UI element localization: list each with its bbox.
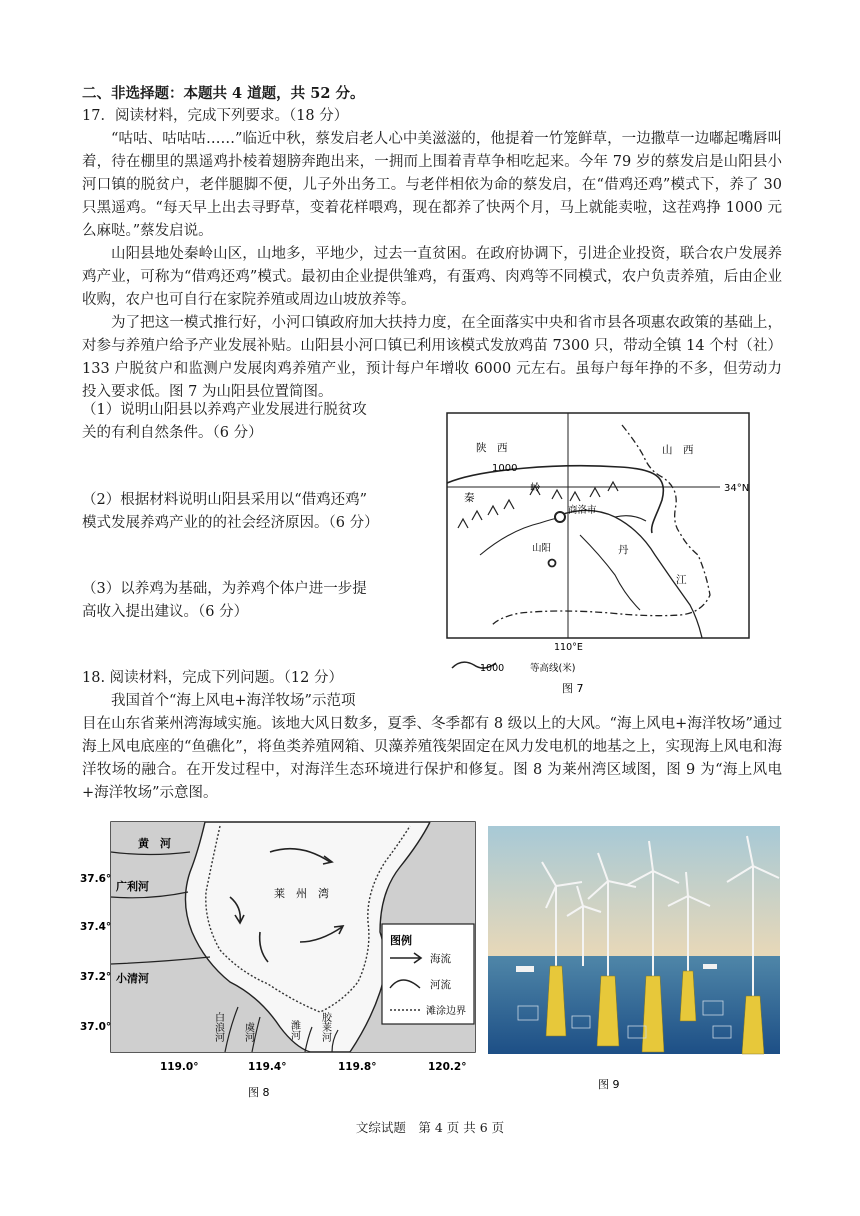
fig7-label-shaanxi: 陕 西 [476,442,508,454]
q17-heading: 17．阅读材料，完成下列要求。（18 分） [82,108,349,124]
fig8-lat-tick-3: 37.2° [80,971,112,983]
fig8-lon-tick-4: 120.2° [428,1061,467,1073]
q17-paragraph-1: “咕咕、咕咕咕……”临近中秋，蔡发启老人心中美滋滋的，他提着一竹笼鲜草，一边撒草一边嘟起嘴唇叫着，待在棚里的黑遥鸡扑棱着翅膀奔跑出来，一拥而上围着青草争相吃起来。今年 79 岁的蔡发启是山阳县小河口镇的脱贫户，老伴腿脚不便，儿子外出务工。与老伴相依为命的蔡发启，在“借鸡还鸡”模式下，养了 30 只黑遥鸡。“每天早上出去寻野草，变着花样喂鸡，现在都养了快两个月，马上就能卖啦，这茬鸡挣 1000 元么麻哒。”蔡发启说。 [82,131,782,239]
figure-8-map [80,812,482,1104]
fig8-legend-title: 图例 [390,934,412,947]
q17-sub3-line2: 高收入提出建议。（6 分） [82,604,249,620]
fig8-legend-tidal: 滩涂边界 [426,1006,466,1017]
fig8-river-xiaoqinghe: 小清河 [116,972,149,985]
q17-sub1 [82,399,367,445]
fig7-lon-label: 110°E [554,642,583,653]
fig8-legend-river: 河流 [430,979,451,991]
q17-paragraph-3: 为了把这一模式推行好，小河口镇政府加大扶持力度，在全面落实中央和省市县各项惠农政策的基础上，对参与养殖户给予产业发展补贴。山阳县小河口镇已利用该模式发放鸡苗 7300 只，带动全镇 14 个村（社）133 户脱贫户和监测户发展肉鸡养殖产业，预计每户年增收 6000 元左右。虽每户每年挣的不多，但劳动力投入要求低。图 7 为山阳县位置简图。 [82,315,782,400]
fig7-label-shanyang: 山阳 [532,543,552,554]
q17-sub1-line2: 关的有利自然条件。（6 分） [82,425,263,441]
q17-sub1-line1: （1）说明山阳县以养鸡产业发展进行脱贫攻 [82,402,367,418]
fig8-bay-label: 莱 州 湾 [274,887,329,900]
fig8-lon-tick-1: 119.0° [160,1061,199,1073]
fig7-label-qin: 秦 [464,492,475,504]
fig8-lon-tick-3: 119.8° [338,1061,377,1073]
fig7-contour-label: 1000 [492,463,518,474]
q18-paragraph-part1 [82,690,444,713]
fig8-river-huanghe: 黄 河 [138,837,171,850]
q17-sub2-line2: 模式发展养鸡产业的的社会经济原因。（6 分） [82,515,379,531]
section-title: 二、非选择题：本题共 4 道题，共 52 分。 [82,85,365,102]
q17-paragraph-2: 山阳县地处秦岭山区，山地多，平地少，过去一直贫困。在政府协调下，引进企业投资，联合农户发展养鸡产业，可称为“借鸡还鸡”模式。最初由企业提供雏鸡，有蛋鸡、肉鸡等不同模式，农户负责养殖，后由企业收购，农户也可自行在家院养殖或周边山坡放养等。 [82,246,782,308]
fig7-label-dan: 丹 [618,544,629,556]
fig7-label-shangluo: 商洛市 [568,505,597,516]
fig8-legend-current: 海流 [430,953,451,965]
fig8-lon-tick-2: 119.4° [248,1061,287,1073]
fig7-label-ling: 岭 [530,482,541,494]
q17-sub3-line1: （3）以养鸡为基础，为养鸡个体户进一步提 [82,581,367,597]
fig8-lat-tick-1: 37.6° [80,873,112,885]
fig7-legend-label: 等高线(米) [530,663,576,674]
fig8-lat-tick-4: 37.0° [80,1021,112,1033]
fig7-label-jiang: 江 [676,574,687,586]
fig8-river-guanglihe: 广利河 [116,880,149,893]
fig7-caption: 图 7 [562,682,584,695]
figure-7-map [440,405,770,695]
fig7-lat-label: 34°N [724,483,750,494]
page-footer: 文综试题 第 4 页 共 6 页 [355,1120,505,1135]
fig8-river-weihe: 潍河 [288,1020,300,1040]
fig8-river-jiaolaihe: 胶莱河 [319,1012,331,1042]
fig9-caption: 图 9 [598,1078,620,1091]
fig7-label-shanxi: 山 西 [662,444,694,456]
fig8-river-bailanghe: 白浪河 [212,1012,224,1042]
fig8-lat-tick-2: 37.4° [80,921,112,933]
q17-sub2 [82,489,379,535]
q18-paragraph: 目在山东省莱州湾海域实施。该地大风日数多，夏季、冬季都有 8 级以上的大风。“海上风电+海洋牧场”通过海上风电底座的“鱼礁化”，将鱼类养殖网箱、贝藻养殖筏架固定在风力发电机的地基之上，实现海上风电和海洋牧场的融合。在开发过程中，对海洋生态环境进行保护和修复。图 8 为莱州湾区域图，图 9 为“海上风电+海洋牧场”示意图。 [82,716,782,801]
q18-paragraph-first-line: 我国首个“海上风电+海洋牧场”示范项 [111,693,356,709]
q17-sub2-line1: （2）根据材料说明山阳县采用以“借鸡还鸡” [82,492,368,508]
fig8-river-yuhe: 虞河 [242,1022,254,1042]
q17-sub3 [82,578,367,624]
fig8-caption: 图 8 [248,1086,270,1099]
q18-heading: 18. 阅读材料，完成下列问题。（12 分） [82,670,343,686]
figure-9-illustration [488,826,780,1096]
fig7-legend-value: 1000 [480,663,505,674]
